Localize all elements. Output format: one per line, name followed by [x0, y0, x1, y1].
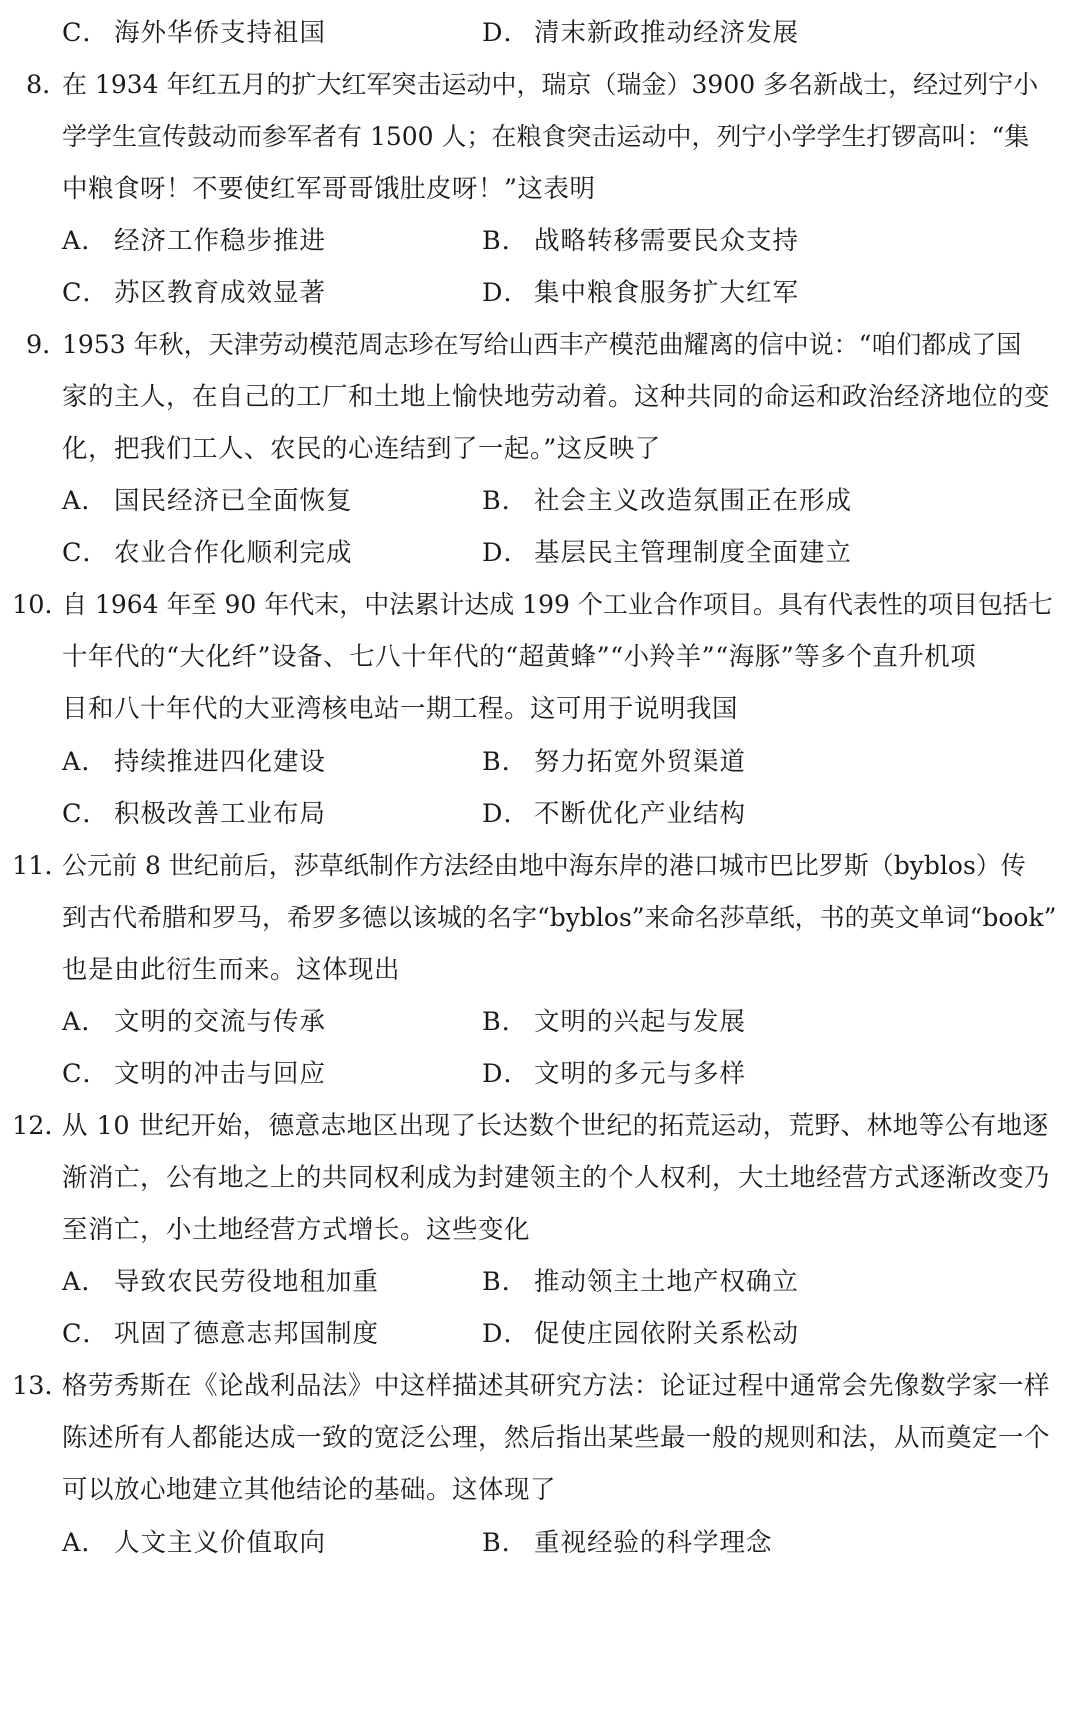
q11-option-a[interactable]	[62, 1005, 326, 1039]
option-letter: D．	[482, 278, 530, 308]
q9-option-b[interactable]	[482, 484, 852, 518]
q9-stem-line-2: 家的主人，在自己的工厂和土地上愉快地劳动着。这种共同的命运和政治经济地位的变	[62, 382, 1051, 412]
q7-option-c[interactable]	[62, 16, 326, 50]
option-text: 努力拓宽外贸渠道	[534, 747, 747, 777]
option-letter: A．	[62, 1528, 108, 1558]
option-letter: A．	[62, 226, 108, 256]
q8-option-c[interactable]	[62, 276, 326, 310]
option-letter: A．	[62, 1267, 108, 1297]
option-text: 基层民主管理制度全面建立	[534, 538, 853, 568]
option-text: 导致农民劳役地租加重	[114, 1267, 380, 1297]
option-text: 不断优化产业结构	[534, 799, 747, 829]
option-letter: C．	[62, 278, 110, 308]
q9-option-a[interactable]	[62, 484, 353, 518]
q12-stem-line-2: 渐消亡，公有地之上的共同权利成为封建领主的个人权利，大土地经营方式逐渐改变乃	[62, 1163, 1051, 1193]
option-text: 集中粮食服务扩大红军	[534, 278, 800, 308]
option-letter: C．	[62, 1059, 110, 1089]
q12-stem-line-1: 从 10 世纪开始，德意志地区出现了长达数个世纪的拓荒运动，荒野、林地等公有地逐	[62, 1111, 1049, 1141]
option-text: 持续推进四化建设	[114, 747, 327, 777]
option-text: 文明的多元与多样	[534, 1059, 747, 1089]
q12-option-b[interactable]	[482, 1265, 799, 1299]
option-text: 经济工作稳步推进	[114, 226, 327, 256]
option-letter: A．	[62, 747, 108, 777]
option-text: 文明的冲击与回应	[114, 1059, 327, 1089]
q12-option-c[interactable]	[62, 1317, 379, 1351]
option-text: 清末新政推动经济发展	[534, 18, 800, 48]
option-text: 巩固了德意志邦国制度	[114, 1319, 380, 1349]
q13-number: 13．	[12, 1371, 70, 1401]
q11-stem-line-3: 也是由此衍生而来。这体现出	[62, 955, 401, 985]
option-letter: B．	[482, 1528, 529, 1558]
q11-option-d[interactable]	[482, 1057, 746, 1091]
q9-option-c[interactable]	[62, 536, 353, 570]
q13-stem-line-1: 格劳秀斯在《论战利品法》中这样描述其研究方法：论证过程中通常会先像数学家一样	[62, 1371, 1051, 1401]
option-text: 战略转移需要民众支持	[534, 226, 800, 256]
option-text: 文明的兴起与发展	[534, 1007, 747, 1037]
q12-stem-line-3: 至消亡，小土地经营方式增长。这些变化	[62, 1215, 531, 1245]
option-letter: B．	[482, 1267, 529, 1297]
option-letter: B．	[482, 486, 529, 516]
q8-number: 8．	[26, 70, 68, 100]
q9-option-d[interactable]	[482, 536, 852, 570]
option-text: 人文主义价值取向	[114, 1528, 327, 1558]
option-letter: D．	[482, 1059, 530, 1089]
option-letter: A．	[62, 486, 108, 516]
q9-stem-line-3: 化，把我们工人、农民的心连结到了一起。”这反映了	[62, 434, 661, 464]
q13-stem-line-2: 陈述所有人都能达成一致的宽泛公理，然后指出某些最一般的规则和法，从而奠定一个	[62, 1423, 1051, 1453]
option-letter: C．	[62, 18, 110, 48]
option-letter: B．	[482, 747, 529, 777]
q10-number: 10．	[12, 590, 70, 620]
option-text: 国民经济已全面恢复	[114, 486, 353, 516]
q8-option-d[interactable]	[482, 276, 799, 310]
q13-option-a[interactable]	[62, 1526, 326, 1560]
q9-stem-line-1: 1953 年秋，天津劳动模范周志珍在写给山西丰产模范曲耀离的信中说：“咱们都成了国	[62, 330, 1022, 359]
option-text: 社会主义改造氛围正在形成	[534, 486, 853, 516]
option-letter: D．	[482, 1319, 530, 1349]
q11-stem-line-1: 公元前 8 世纪前后，莎草纸制作方法经由地中海东岸的港口城市巴比罗斯（byblos）传	[62, 851, 1026, 880]
q8-stem-line-2: 学学生宣传鼓动而参军者有 1500 人；在粮食突击运动中，列宁小学学生打锣高叫：“集	[62, 122, 1030, 151]
q11-option-b[interactable]	[482, 1005, 746, 1039]
option-letter: B．	[482, 226, 529, 256]
q10-stem-line-1: 自 1964 年至 90 年代末，中法累计达成 199 个工业合作项目。具有代表性的项目包括七	[62, 590, 1053, 619]
q10-stem-line-3: 目和八十年代的大亚湾核电站一期工程。这可用于说明我国	[62, 694, 739, 724]
q8-option-a[interactable]	[62, 224, 326, 258]
q10-stem-line-2: 十年代的“大化纤”设备、七八十年代的“超黄蜂”“小羚羊”“海豚”等多个直升机项	[62, 642, 977, 672]
option-text: 苏区教育成效显著	[114, 278, 327, 308]
option-text: 文明的交流与传承	[114, 1007, 327, 1037]
q8-stem-line-1: 在 1934 年红五月的扩大红军突击运动中，瑞京（瑞金）3900 多名新战士，经过列宁小	[62, 70, 1039, 99]
option-text: 积极改善工业布局	[114, 799, 327, 829]
option-letter: A．	[62, 1007, 108, 1037]
q12-number: 12．	[12, 1111, 70, 1141]
option-text: 农业合作化顺利完成	[114, 538, 353, 568]
option-text: 推动领主土地产权确立	[534, 1267, 800, 1297]
option-letter: D．	[482, 799, 530, 829]
q12-option-a[interactable]	[62, 1265, 379, 1299]
q13-stem-line-3: 可以放心地建立其他结论的基础。这体现了	[62, 1475, 557, 1505]
q13-option-b[interactable]	[482, 1526, 773, 1560]
q9-number: 9．	[26, 330, 68, 360]
option-letter: B．	[482, 1007, 529, 1037]
q11-stem-line-2: 到古代希腊和罗马，希罗多德以该城的名字“byblos”来命名莎草纸，书的英文单词“book”	[62, 903, 1057, 932]
option-letter: C．	[62, 538, 110, 568]
q10-option-d[interactable]	[482, 797, 746, 831]
option-text: 海外华侨支持祖国	[114, 18, 327, 48]
q10-option-a[interactable]	[62, 745, 326, 779]
q7-option-d[interactable]	[482, 16, 799, 50]
q10-option-b[interactable]	[482, 745, 746, 779]
q11-option-c[interactable]	[62, 1057, 326, 1091]
option-letter: D．	[482, 18, 530, 48]
q8-option-b[interactable]	[482, 224, 799, 258]
option-letter: C．	[62, 1319, 110, 1349]
q8-stem-line-3: 中粮食呀！不要使红军哥哥饿肚皮呀！”这表明	[62, 174, 596, 204]
q10-option-c[interactable]	[62, 797, 326, 831]
q11-number: 11．	[12, 851, 70, 881]
option-letter: C．	[62, 799, 110, 829]
option-text: 重视经验的科学理念	[534, 1528, 773, 1558]
option-text: 促使庄园依附关系松动	[534, 1319, 800, 1349]
option-letter: D．	[482, 538, 530, 568]
q12-option-d[interactable]	[482, 1317, 799, 1351]
